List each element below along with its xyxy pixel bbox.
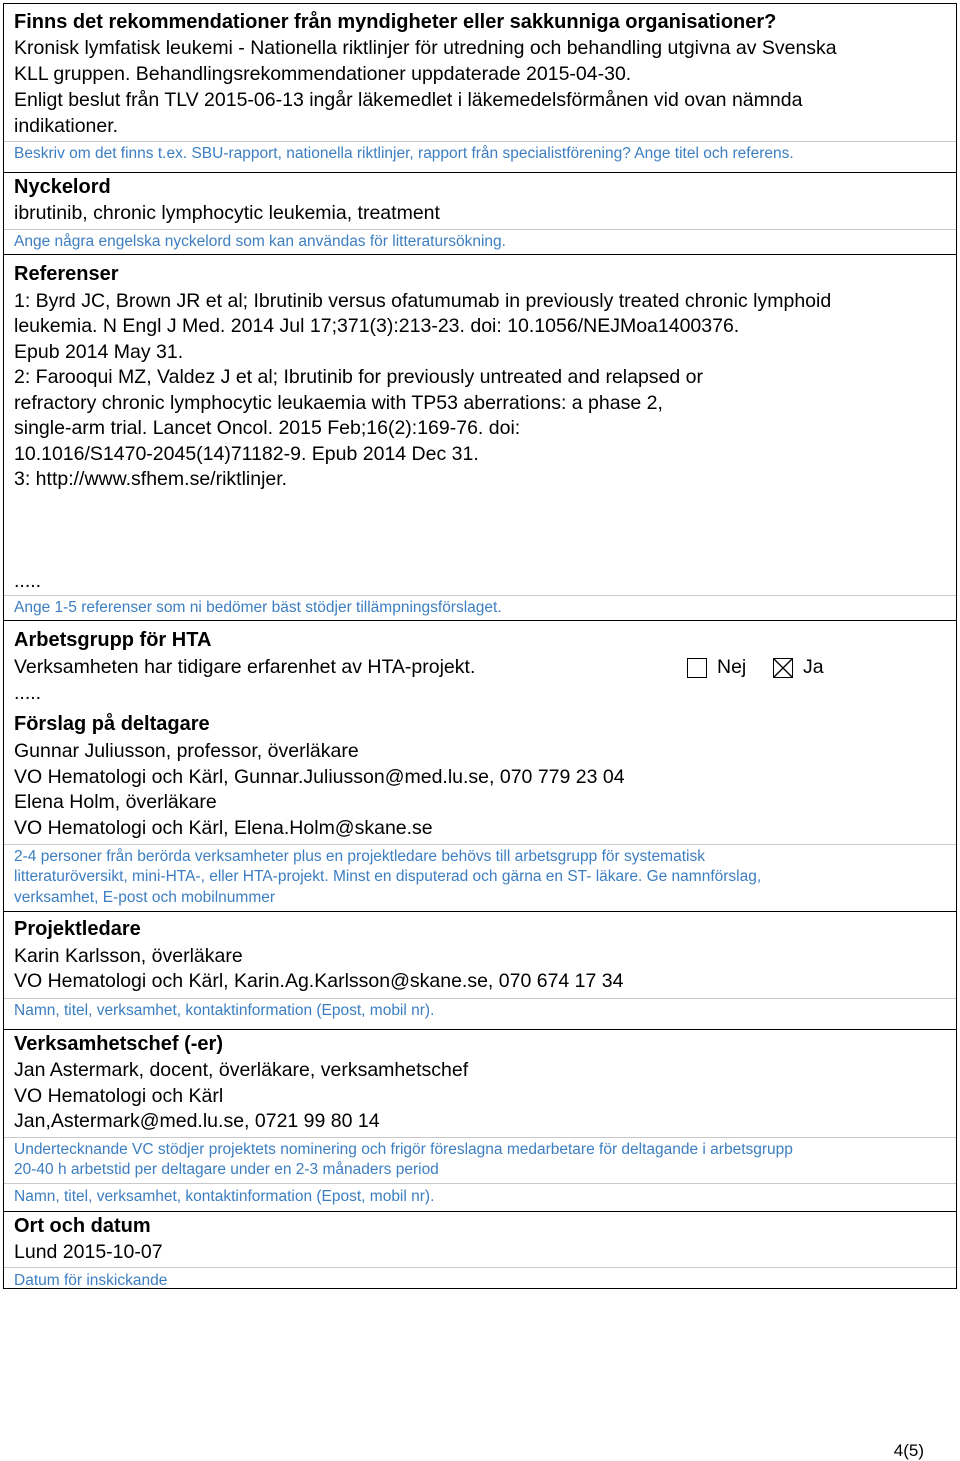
project-lead-heading: Projektledare bbox=[14, 918, 141, 940]
project-lead-line: Karin Karlsson, överläkare bbox=[14, 945, 243, 967]
recommendations-line: indikationer. bbox=[14, 115, 119, 137]
checkbox-no[interactable] bbox=[687, 658, 707, 678]
keywords-value: ibrutinib, chronic lymphocytic leukemia, treatment bbox=[14, 202, 440, 224]
hint-divider bbox=[4, 229, 956, 230]
participants-heading: Förslag på deltagare bbox=[14, 713, 210, 735]
hint-divider bbox=[4, 844, 956, 845]
reference-line: 2: Farooqui MZ, Valdez J et al; Ibrutinib for previously untreated and relapsed or bbox=[14, 366, 704, 388]
unit-head-line: Jan Astermark, docent, överläkare, verksamhetschef bbox=[14, 1059, 469, 1081]
hint-divider bbox=[4, 595, 956, 596]
unit-head-line: Jan,Astermark@med.lu.se, 0721 99 80 14 bbox=[14, 1110, 380, 1132]
reference-line: 1: Byrd JC, Brown JR et al; Ibrutinib versus ofatumumab in previously treated chronic lymphoid bbox=[14, 290, 832, 312]
checkbox-yes-label: Ja bbox=[803, 656, 824, 678]
references-hint: Ange 1-5 referenser som ni bedömer bäst stödjer tillämpningsförslaget. bbox=[14, 599, 502, 616]
participants-hint: verksamhet, E-post och mobilnummer bbox=[14, 889, 276, 906]
workgroup-ellipsis: ..... bbox=[14, 682, 42, 704]
project-lead-line: VO Hematologi och Kärl, Karin.Ag.Karlsson@skane.se, 070 674 17 34 bbox=[14, 970, 624, 992]
reference-line: single-arm trial. Lancet Oncol. 2015 Feb;16(2):169-76. doi: bbox=[14, 417, 521, 439]
recommendations-line: Kronisk lymfatisk leukemi - Nationella riktlinjer för utredning och behandling utgivna av Svenska bbox=[14, 37, 837, 59]
keywords-heading: Nyckelord bbox=[14, 176, 111, 198]
place-date-hint: Datum för inskickande bbox=[14, 1272, 168, 1289]
workgroup-heading: Arbetsgrupp för HTA bbox=[14, 629, 212, 651]
keywords-hint: Ange några engelska nyckelord som kan användas för litteratursökning. bbox=[14, 233, 506, 250]
references-heading: Referenser bbox=[14, 263, 119, 285]
reference-line: leukemia. N Engl J Med. 2014 Jul 17;371(3):213-23. doi: 10.1056/NEJMoa1400376. bbox=[14, 315, 740, 337]
recommendations-line: KLL gruppen. Behandlingsrekommendationer uppdaterade 2015-04-30. bbox=[14, 63, 632, 85]
unit-heads-heading: Verksamhetschef (-er) bbox=[14, 1033, 223, 1055]
page-number: 4(5) bbox=[893, 1441, 924, 1460]
hint-divider bbox=[4, 998, 956, 999]
place-date-heading: Ort och datum bbox=[14, 1215, 151, 1237]
unit-heads-hint: 20-40 h arbetstid per deltagare under en 2-3 månaders period bbox=[14, 1161, 439, 1178]
participants-hint: 2-4 personer från berörda verksamheter plus en projektledare behövs till arbetsgrupp för systematisk bbox=[14, 848, 705, 865]
unit-heads-section bbox=[4, 1029, 956, 1211]
participants-hint: litteraturöversikt, mini-HTA-, eller HTA-projekt. Minst en disputerad och gärna en ST- läkare. Ge namnförslag, bbox=[14, 868, 762, 885]
reference-line: 3: http://www.sfhem.se/riktlinjer. bbox=[14, 468, 288, 490]
project-lead-section bbox=[4, 911, 956, 1029]
recommendations-hint: Beskriv om det finns t.ex. SBU-rapport, nationella riktlinjer, rapport från specialistförening? Ange titel och referens. bbox=[14, 145, 794, 162]
participant-line: Elena Holm, överläkare bbox=[14, 791, 217, 813]
checkbox-yes[interactable] bbox=[773, 658, 793, 678]
keywords-section bbox=[4, 172, 956, 254]
participant-line: VO Hematologi och Kärl, Elena.Holm@skane.se bbox=[14, 817, 433, 839]
checkbox-cross-icon bbox=[773, 658, 793, 678]
project-lead-hint: Namn, titel, verksamhet, kontaktinformation (Epost, mobil nr). bbox=[14, 1002, 435, 1019]
participant-line: Gunnar Juliusson, professor, överläkare bbox=[14, 740, 359, 762]
hint-divider bbox=[4, 141, 956, 142]
hint-divider bbox=[4, 1183, 956, 1184]
hint-divider bbox=[4, 1267, 956, 1268]
checkbox-no-label: Nej bbox=[717, 656, 747, 678]
reference-line: 10.1016/S1470-2045(14)71182-9. Epub 2014 Dec 31. bbox=[14, 443, 479, 465]
unit-heads-hint-2: Namn, titel, verksamhet, kontaktinformation (Epost, mobil nr). bbox=[14, 1188, 435, 1205]
place-date-section bbox=[4, 1211, 956, 1288]
references-section bbox=[4, 254, 956, 620]
recommendations-section bbox=[4, 4, 956, 172]
unit-head-line: VO Hematologi och Kärl bbox=[14, 1085, 224, 1107]
unit-heads-hint: Undertecknande VC stödjer projektets nominering och frigör föreslagna medarbetare för deltagande i arbetsgrupp bbox=[14, 1141, 793, 1158]
hint-divider bbox=[4, 1137, 956, 1138]
workgroup-question: Verksamheten har tidigare erfarenhet av HTA-projekt. bbox=[14, 656, 476, 678]
place-date-value: Lund 2015-10-07 bbox=[14, 1241, 163, 1263]
reference-line: Epub 2014 May 31. bbox=[14, 341, 184, 363]
recommendations-heading: Finns det rekommendationer från myndigheter eller sakkunniga organisationer? bbox=[14, 11, 777, 33]
references-ellipsis: ..... bbox=[14, 570, 42, 592]
application-form bbox=[3, 3, 957, 1289]
recommendations-line: Enligt beslut från TLV 2015-06-13 ingår läkemedlet i läkemedelsförmånen vid ovan nämnda bbox=[14, 89, 803, 111]
workgroup-section bbox=[4, 620, 956, 911]
participant-line: VO Hematologi och Kärl, Gunnar.Juliusson@med.lu.se, 070 779 23 04 bbox=[14, 766, 625, 788]
reference-line: refractory chronic lymphocytic leukaemia with TP53 aberrations: a phase 2, bbox=[14, 392, 663, 414]
